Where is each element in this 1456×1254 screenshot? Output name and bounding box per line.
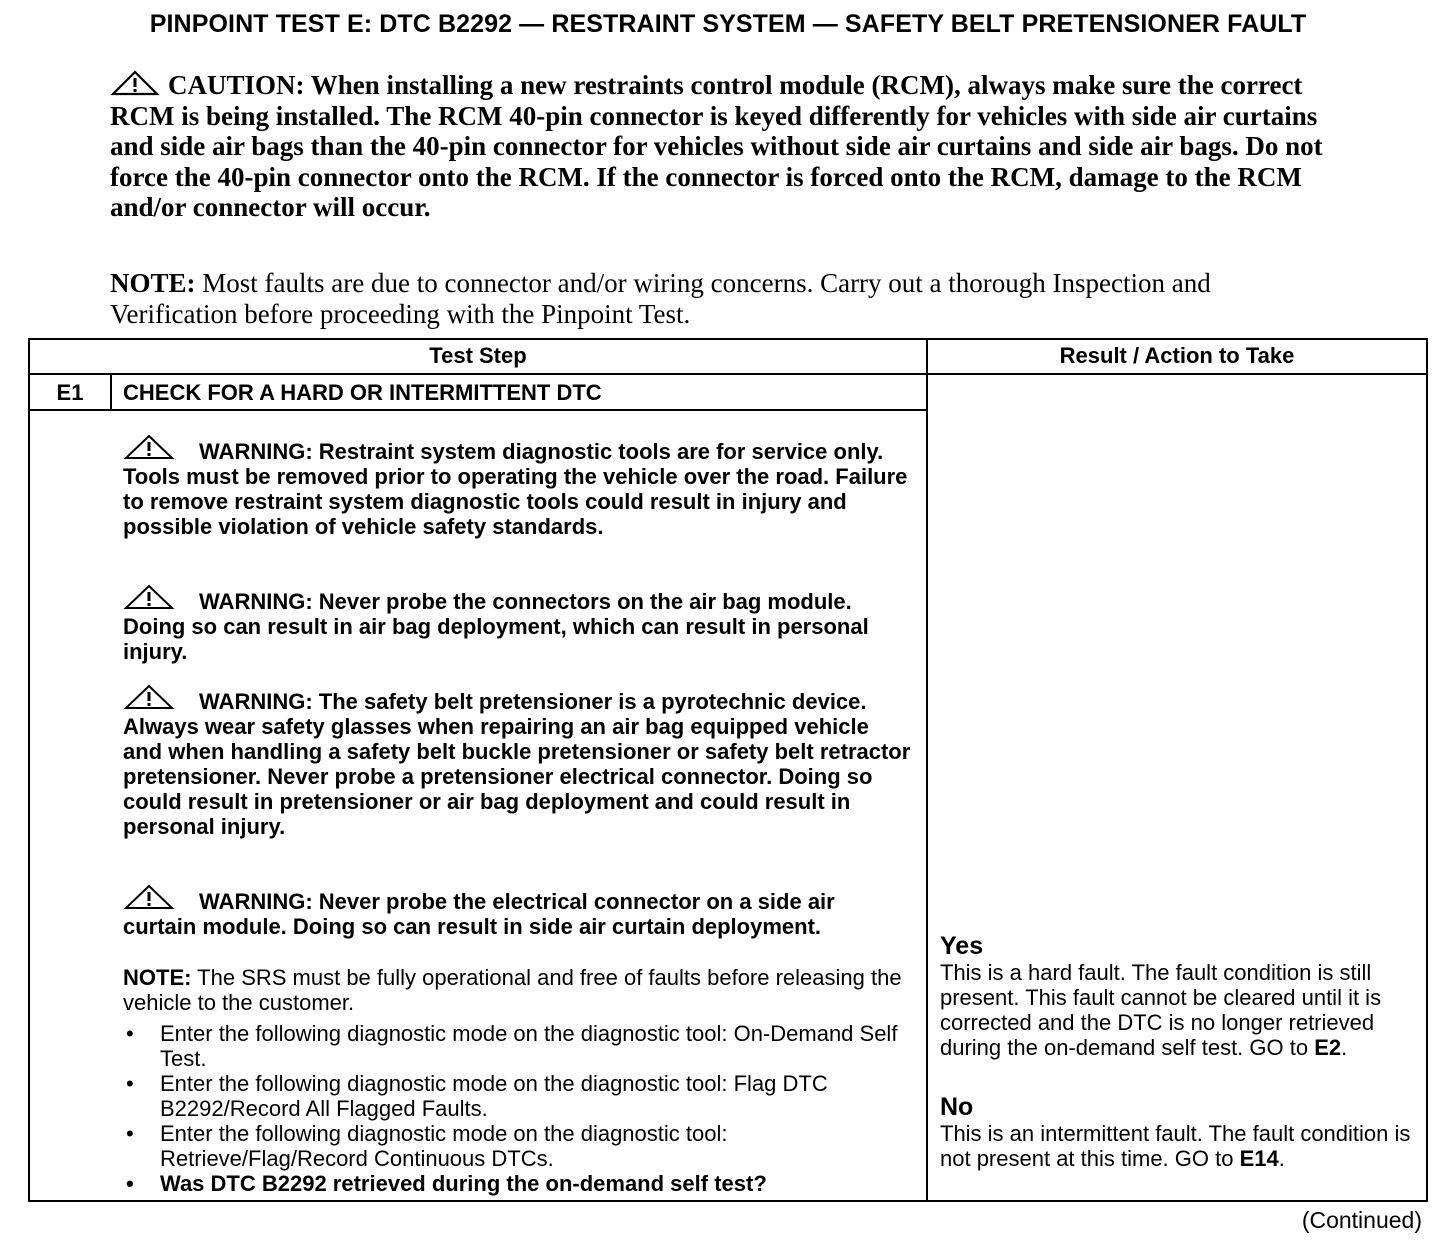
- warning-triangle-icon: [123, 434, 199, 460]
- table-border-left: [28, 338, 30, 1202]
- header-test-step: Test Step: [429, 343, 527, 368]
- warning-text: WARNING: Never probe the connectors on the air bag module. Doing so can result in air bag deployment, which can result in personal injury.: [123, 589, 869, 664]
- note-text: Most faults are due to connector and/or wiring concerns. Carry out a thorough Inspection and Verification before proceeding with the Pinpoint Test.: [110, 268, 1211, 329]
- bullet-marker: •: [126, 1071, 134, 1096]
- list-item: [123, 1071, 913, 1121]
- result-no: [940, 1094, 1425, 1171]
- bullet-marker: •: [126, 1121, 134, 1146]
- warning-paragraph: [123, 434, 913, 539]
- warning-triangle-icon: [110, 70, 168, 96]
- table-border-top: [28, 338, 1428, 340]
- caution-paragraph: [110, 70, 1350, 223]
- table-border-bottom: [28, 1200, 1428, 1202]
- note-paragraph: [110, 268, 1310, 330]
- warning-text: WARNING: Never probe the electrical connector on a side air curtain module. Doing so can result in side air curtain deployment.: [123, 889, 835, 939]
- list-item: [123, 1121, 913, 1171]
- bullet-marker: •: [126, 1171, 134, 1196]
- warning-triangle-icon: [123, 884, 199, 910]
- question-text: Was DTC B2292 retrieved during the on-demand self test?: [160, 1171, 767, 1196]
- bullet-text: Enter the following diagnostic mode on the diagnostic tool: Flag DTC B2292/Record All Flagged Faults.: [160, 1071, 828, 1121]
- list-item: [123, 1171, 913, 1196]
- column-divider: [926, 338, 928, 1202]
- warning-triangle-icon: [123, 584, 199, 610]
- result-yes-text: This is a hard fault. The fault condition is still present. This fault cannot be cleared until it is corrected and the DTC is no longer retrieved during the on-demand self test. GO to E2.: [940, 960, 1382, 1060]
- continued-label: (Continued): [1301, 1207, 1422, 1233]
- list-item: [123, 1021, 913, 1071]
- step-id: E1: [56, 380, 84, 405]
- header-result: Result / Action to Take: [1059, 343, 1295, 368]
- goto-link-e14[interactable]: E14: [1239, 1146, 1279, 1171]
- page-title: PINPOINT TEST E: DTC B2292 — RESTRAINT SYSTEM — SAFETY BELT PRETENSIONER FAULT: [149, 10, 1307, 38]
- step-note: [123, 965, 913, 1015]
- warning-paragraph: [123, 584, 913, 664]
- step-note-text: The SRS must be fully operational and free of faults before releasing the vehicle to the customer.: [123, 965, 902, 1015]
- step-bullet-list: [123, 1021, 913, 1196]
- note-label: NOTE:: [110, 268, 196, 298]
- header-divider: [28, 373, 1428, 375]
- bullet-marker: •: [126, 1021, 134, 1046]
- caution-text: CAUTION: When installing a new restraints control module (RCM), always make sure the correct RCM is being installed. The RCM 40-pin connector is keyed differently for vehicles with side air curtains and side air bags than the 40-pin connector for vehicles without side air curtains and side air bags. Do not force the 40-pin connector onto the RCM. If the connector is forced onto the RCM, damage to the RCM and/or connector will occur.: [110, 70, 1323, 223]
- result-no-text: This is an intermittent fault. The fault condition is not present at this time. GO to E14.: [940, 1121, 1411, 1171]
- warning-triangle-icon: [123, 684, 199, 710]
- result-yes: [940, 933, 1425, 1060]
- bullet-text: Enter the following diagnostic mode on the diagnostic tool: Retrieve/Flag/Record Continuous DTCs.: [160, 1121, 728, 1171]
- table-border-right: [1426, 338, 1428, 1202]
- warning-text: WARNING: Restraint system diagnostic tools are for service only. Tools must be removed prior to operating the vehicle over the road. Failure to remove restraint system diagnostic tools could result in injury and possible violation of vehicle safety standards.: [123, 439, 908, 539]
- warning-paragraph: [123, 884, 913, 939]
- warning-paragraph: [123, 684, 913, 839]
- step-note-label: NOTE:: [123, 965, 192, 990]
- step-id-divider: [110, 373, 112, 411]
- step-title-divider: [28, 409, 928, 411]
- result-yes-label: Yes: [940, 932, 984, 960]
- goto-link-e2[interactable]: E2: [1314, 1035, 1342, 1060]
- result-no-label: No: [940, 1093, 974, 1121]
- bullet-text: Enter the following diagnostic mode on the diagnostic tool: On-Demand Self Test.: [160, 1021, 898, 1071]
- warning-text: WARNING: The safety belt pretensioner is a pyrotechnic device. Always wear safety glasses when repairing an air bag equipped vehicle and when handling a safety belt buckle pretensioner or safety belt retractor pretensioner. Never probe a pretensioner electrical connector. Doing so could result in pretensioner or air bag deployment and could result in personal injury.: [123, 689, 911, 839]
- step-title: CHECK FOR A HARD OR INTERMITTENT DTC: [123, 380, 602, 405]
